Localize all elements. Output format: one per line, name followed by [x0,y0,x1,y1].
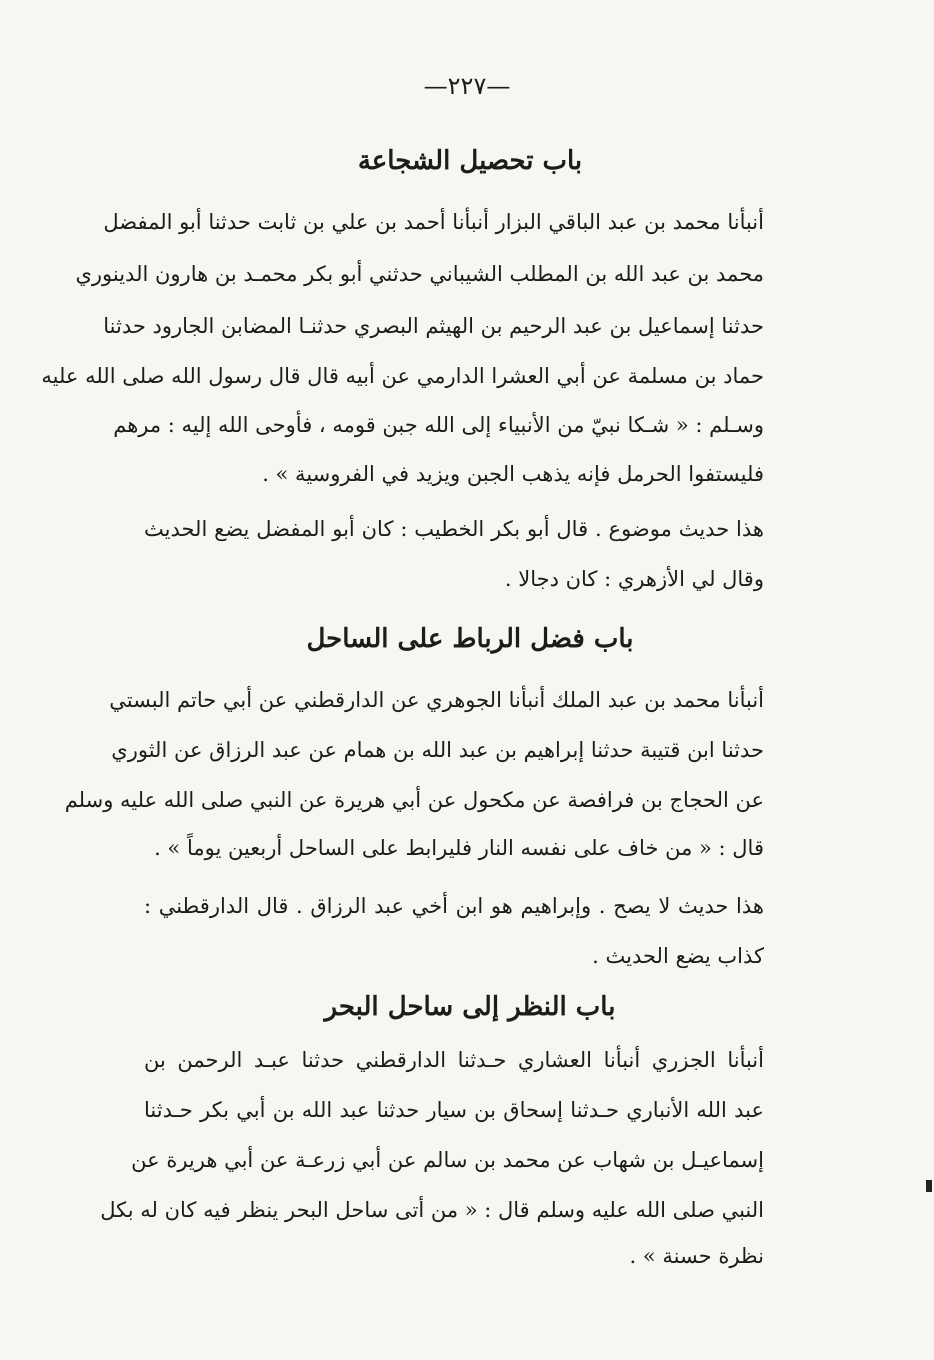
section-title-courage: باب تحصيل الشجاعة [357,146,583,176]
text-line: فليستفوا الحرمل فإنه يذهب الجبن ويزيد في الفروسية » . [262,462,764,486]
text-line: هذا حديث لا يصح . وإبراهيم هو ابن أخي عبد الرزاق . قال الدارقطني : [144,894,764,918]
page-number: —٢٢٧— [423,72,511,100]
text-line: نظرة حسنة » . [629,1244,764,1268]
text-line: أنبأنا محمد بن عبد الملك أنبأنا الجوهري عن الدارقطني عن أبي حاتم البستي [109,688,764,712]
text-line: حماد بن مسلمة عن أبي العشرا الدارمي عن أبيه قال قال رسول الله صلى الله عليه [41,364,764,388]
text-line: إسماعيـل بن شهاب عن محمد بن سالم عن أبي زرعـة عن أبي هريرة عن [131,1148,764,1172]
text-line: قال : « من خاف على نفسه النار فليرابط على الساحل أربعين يوماً » . [154,836,764,860]
text-line: هذا حديث موضوع . قال أبو بكر الخطيب : كان أبو المفضل يضع الحديث [144,517,764,541]
text-line: كذاب يضع الحديث . [592,944,764,968]
text-line: حدثنا ابن قتيبة حدثنا إبراهيم بن عبد الله بن همام عن عبد الرزاق عن الثوري [111,738,764,762]
section-title-seashore: باب النظر إلى ساحل البحر [324,992,616,1022]
text-line: وسـلم : « شـكا نبيّ من الأنبياء إلى الله جبن قومه ، فأوحى الله إليه : مرهم [113,413,764,437]
text-line: عبد الله الأنباري حـدثنا إسحاق بن سيار حدثنا عبد الله بن أبي بكر حـدثنا [144,1098,764,1122]
text-line: عن الحجاج بن فرافصة عن مكحول عن أبي هريرة عن النبي صلى الله عليه وسلم [64,788,764,812]
text-line: محمد بن عبد الله بن المطلب الشيباني حدثني أبو بكر محمـد بن هارون الدينوري [75,262,764,286]
text-line: أنبأنا محمد بن عبد الباقي البزار أنبأنا أحمد بن علي بن ثابت حدثنا أبو المفضل [103,210,764,234]
text-line: وقال لي الأزهري : كان دجالا . [504,567,764,591]
text-line: حدثنا إسماعيل بن عبد الرحيم بن الهيثم البصري حدثنـا المضابن الجارود حدثنا [103,314,764,338]
text-line: أنبأنا الجزري أنبأنا العشاري حـدثنا الدارقطني حدثنا عبـد الرحمن بن [144,1048,764,1072]
text-line: النبي صلى الله عليه وسلم قال : « من أتى ساحل البحر ينظر فيه كان له بكل [100,1198,764,1222]
scan-edge-mark [926,1180,932,1192]
section-title-ribat: باب فضل الرباط على الساحل [306,624,634,654]
